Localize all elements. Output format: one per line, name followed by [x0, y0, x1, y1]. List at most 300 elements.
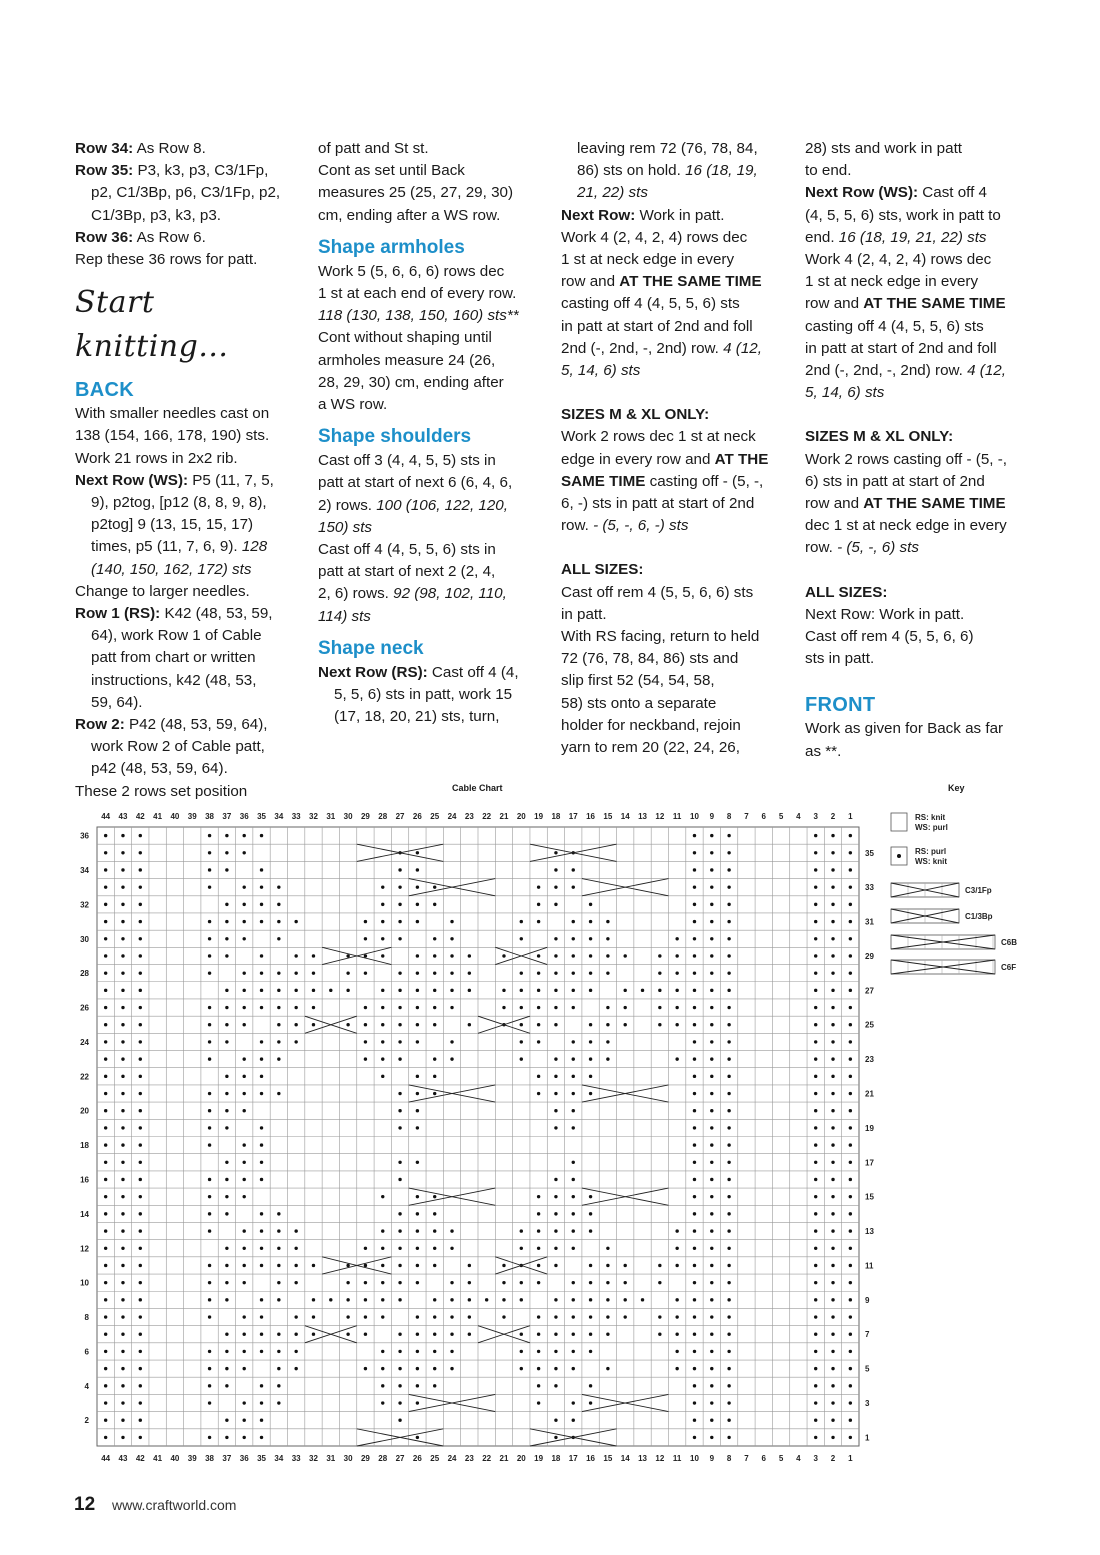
purl-dot	[260, 1040, 263, 1043]
purl-dot	[398, 851, 401, 854]
purl-dot	[849, 868, 852, 871]
text-line: 58) sts onto a separate	[561, 694, 717, 712]
purl-dot	[814, 1229, 817, 1232]
purl-dot	[139, 1247, 142, 1250]
purl-dot	[675, 971, 678, 974]
purl-dot	[139, 1143, 142, 1146]
text-line: Row 34: As Row 8.	[75, 140, 206, 157]
purl-dot	[693, 1126, 696, 1129]
purl-dot	[433, 989, 436, 992]
purl-dot	[849, 937, 852, 940]
purl-dot	[104, 1109, 107, 1112]
purl-dot	[572, 1419, 575, 1422]
cable-cross-line	[530, 844, 617, 861]
text-line: Row 2: P42 (48, 53, 59, 64),	[75, 716, 268, 734]
column-number: 4	[796, 1454, 801, 1463]
column-number: 28	[378, 1454, 388, 1463]
cable-cross-line	[495, 947, 547, 964]
purl-dot	[814, 1212, 817, 1215]
purl-dot	[121, 1057, 124, 1060]
purl-dot	[814, 1075, 817, 1078]
purl-dot	[121, 1040, 124, 1043]
row-number: 15	[865, 1192, 874, 1202]
text-line: edge in every row and AT THE	[561, 450, 769, 468]
purl-dot	[606, 920, 609, 923]
purl-dot	[121, 1247, 124, 1250]
purl-dot	[225, 1006, 228, 1009]
purl-dot	[814, 1023, 817, 1026]
purl-dot	[606, 1281, 609, 1284]
row-number: 7	[865, 1330, 870, 1340]
purl-dot	[225, 834, 228, 837]
purl-dot	[502, 1264, 505, 1267]
purl-dot	[693, 954, 696, 957]
purl-dot	[104, 1195, 107, 1198]
purl-dot	[624, 1006, 627, 1009]
text-line: row and AT THE SAME TIME	[805, 295, 1006, 313]
purl-dot	[831, 1350, 834, 1353]
purl-dot	[727, 834, 730, 837]
text-line: 1 st at each end of every row.	[318, 285, 517, 303]
purl-dot	[814, 1040, 817, 1043]
text-line: Cast off 3 (4, 4, 5, 5) sts in	[318, 452, 496, 470]
purl-dot	[727, 1333, 730, 1336]
purl-dot	[243, 1143, 246, 1146]
row-number: 4	[84, 1381, 89, 1391]
purl-dot	[814, 851, 817, 854]
purl-dot	[450, 954, 453, 957]
purl-dot	[727, 920, 730, 923]
cable-cross-line	[409, 1085, 496, 1102]
purl-dot	[139, 1384, 142, 1387]
text-line: Row 35: P3, k3, p3, C3/1Fp,	[75, 162, 269, 180]
purl-dot	[104, 1384, 107, 1387]
purl-dot	[208, 920, 211, 923]
purl-dot	[433, 1384, 436, 1387]
row-number: 27	[865, 986, 874, 996]
purl-dot	[121, 1333, 124, 1336]
purl-dot	[693, 868, 696, 871]
row-number: 22	[80, 1072, 89, 1082]
purl-dot	[450, 1333, 453, 1336]
cable-cross-line	[582, 879, 669, 896]
purl-dot	[104, 954, 107, 957]
purl-dot	[675, 937, 678, 940]
purl-dot	[693, 1281, 696, 1284]
purl-dot	[831, 971, 834, 974]
purl-dot	[225, 1333, 228, 1336]
purl-dot	[849, 1419, 852, 1422]
text-line: 6, -) sts in patt at start of 2nd	[561, 495, 755, 513]
purl-dot	[294, 1315, 297, 1318]
purl-dot	[502, 1023, 505, 1026]
purl-dot	[416, 868, 419, 871]
purl-dot	[225, 1367, 228, 1370]
purl-dot	[225, 1350, 228, 1353]
purl-dot	[139, 851, 142, 854]
purl-dot	[225, 1298, 228, 1301]
purl-dot	[121, 989, 124, 992]
purl-dot	[243, 1092, 246, 1095]
purl-dot	[104, 1057, 107, 1060]
purl-dot	[727, 1161, 730, 1164]
purl-dot	[225, 1247, 228, 1250]
purl-dot	[139, 1212, 142, 1215]
purl-dot	[225, 1281, 228, 1284]
text-line: p42 (48, 53, 59, 64).	[91, 760, 228, 778]
text-line: Next Row (WS): Cast off 4	[805, 184, 988, 202]
purl-dot	[554, 1419, 557, 1422]
purl-dot	[727, 1401, 730, 1404]
purl-dot	[433, 1333, 436, 1336]
column-number: 3	[813, 812, 818, 821]
purl-dot	[139, 1229, 142, 1232]
purl-dot	[139, 834, 142, 837]
text-line: Work 2 rows casting off - (5, -,	[805, 450, 1007, 468]
purl-dot	[260, 885, 263, 888]
text-line: patt from chart or written	[91, 649, 256, 667]
purl-dot	[312, 1315, 315, 1318]
purl-dot	[277, 1229, 280, 1232]
purl-dot	[398, 1161, 401, 1164]
purl-dot	[606, 1333, 609, 1336]
purl-dot	[520, 1057, 523, 1060]
text-line: Row 1 (RS): K42 (48, 53, 59,	[75, 605, 273, 623]
purl-dot	[208, 868, 211, 871]
purl-dot	[727, 868, 730, 871]
purl-dot	[814, 1178, 817, 1181]
text-column-1	[75, 138, 297, 803]
column-number: 32	[309, 812, 318, 821]
purl-dot	[121, 1109, 124, 1112]
purl-dot	[537, 1350, 540, 1353]
purl-dot	[831, 1212, 834, 1215]
purl-dot	[831, 1264, 834, 1267]
purl-dot	[520, 1040, 523, 1043]
column-number: 5	[778, 1454, 784, 1463]
purl-dot	[727, 1109, 730, 1112]
section-heading-front: FRONT	[805, 694, 876, 717]
cable-cross-line	[495, 1257, 547, 1274]
key-cable-line	[891, 883, 959, 897]
purl-dot	[225, 1419, 228, 1422]
purl-dot	[277, 1040, 280, 1043]
purl-dot	[589, 1401, 592, 1404]
purl-dot	[849, 1006, 852, 1009]
purl-dot	[260, 1298, 263, 1301]
purl-dot	[537, 1023, 540, 1026]
purl-dot	[121, 1419, 124, 1422]
purl-dot	[208, 1315, 211, 1318]
purl-dot	[398, 1298, 401, 1301]
purl-dot	[658, 954, 661, 957]
purl-dot	[243, 937, 246, 940]
purl-dot	[208, 1040, 211, 1043]
purl-dot	[416, 971, 419, 974]
column-number: 19	[534, 1454, 544, 1463]
column-number: 27	[395, 1454, 405, 1463]
column-number: 16	[586, 1454, 596, 1463]
purl-dot	[433, 1367, 436, 1370]
purl-dot	[554, 1212, 557, 1215]
text-line: 150) sts	[318, 518, 373, 536]
purl-dot	[849, 1281, 852, 1284]
purl-dot	[589, 1229, 592, 1232]
purl-dot	[121, 1126, 124, 1129]
purl-dot	[416, 1126, 419, 1129]
purl-dot	[589, 920, 592, 923]
purl-dot	[104, 1126, 107, 1129]
purl-dot	[208, 1401, 211, 1404]
column-number: 19	[534, 812, 544, 821]
purl-dot	[727, 1281, 730, 1284]
purl-dot	[225, 1126, 228, 1129]
purl-dot	[139, 1092, 142, 1095]
purl-dot	[589, 1057, 592, 1060]
purl-dot	[554, 1436, 557, 1439]
purl-dot	[849, 1075, 852, 1078]
purl-dot	[849, 1092, 852, 1095]
purl-dot	[710, 1281, 713, 1284]
column-number: 37	[222, 1454, 232, 1463]
purl-dot	[693, 1419, 696, 1422]
column-number: 24	[447, 812, 457, 821]
purl-dot	[693, 1006, 696, 1009]
purl-dot	[710, 1384, 713, 1387]
purl-dot	[727, 1315, 730, 1318]
purl-dot	[243, 1401, 246, 1404]
purl-dot	[849, 1333, 852, 1336]
purl-dot	[381, 937, 384, 940]
purl-dot	[710, 1315, 713, 1318]
purl-dot	[139, 903, 142, 906]
purl-dot	[260, 1384, 263, 1387]
purl-dot	[554, 1264, 557, 1267]
purl-dot	[849, 1247, 852, 1250]
purl-dot	[294, 971, 297, 974]
purl-dot	[814, 1143, 817, 1146]
purl-dot	[572, 1315, 575, 1318]
text-line: 9), p2tog, [p12 (8, 8, 9, 8),	[91, 494, 267, 512]
text-line: Cast off rem 4 (5, 5, 6, 6) sts	[561, 583, 754, 601]
purl-dot	[312, 1023, 315, 1026]
purl-dot	[260, 1264, 263, 1267]
column-number: 16	[586, 812, 596, 821]
column-number: 18	[551, 812, 561, 821]
purl-dot	[814, 954, 817, 957]
purl-dot	[727, 903, 730, 906]
text-line: 1 st at neck edge in every	[805, 273, 979, 291]
row-number: 30	[80, 934, 89, 944]
text-line: Work 4 (2, 4, 2, 4) rows dec	[561, 228, 748, 246]
text-line: p2tog] 9 (13, 15, 15, 17)	[91, 516, 254, 534]
purl-dot	[208, 1178, 211, 1181]
purl-dot	[831, 1109, 834, 1112]
purl-dot	[312, 1298, 315, 1301]
purl-dot	[675, 989, 678, 992]
purl-dot	[225, 920, 228, 923]
text-line: Cast off 4 (4, 5, 5, 6) sts in	[318, 541, 496, 559]
purl-dot	[294, 1281, 297, 1284]
purl-dot	[381, 989, 384, 992]
purl-dot	[710, 920, 713, 923]
purl-dot	[433, 1212, 436, 1215]
text-line: Work 21 rows in 2x2 rib.	[75, 449, 238, 467]
section-heading-armholes: Shape armholes	[318, 236, 465, 258]
purl-dot	[294, 954, 297, 957]
purl-dot	[572, 1006, 575, 1009]
purl-dot	[537, 1195, 540, 1198]
text-line: C1/3Bp, p3, k3, p3.	[91, 206, 222, 224]
text-line: Work 4 (2, 4, 2, 4) rows dec	[805, 251, 992, 269]
column-number: 30	[343, 812, 353, 821]
purl-dot	[208, 1281, 211, 1284]
purl-dot	[554, 1333, 557, 1336]
cable-cross-line	[357, 1429, 444, 1446]
purl-dot	[104, 1247, 107, 1250]
purl-dot	[675, 1367, 678, 1370]
purl-dot	[433, 1315, 436, 1318]
column-number: 36	[239, 1454, 249, 1463]
purl-dot	[277, 1057, 280, 1060]
purl-dot	[693, 1350, 696, 1353]
purl-dot	[139, 1367, 142, 1370]
purl-dot	[554, 1006, 557, 1009]
purl-dot	[381, 1298, 384, 1301]
text-line: patt at start of next 2 (2, 4,	[318, 563, 496, 581]
purl-dot	[364, 954, 367, 957]
purl-dot	[121, 1161, 124, 1164]
purl-dot	[624, 954, 627, 957]
text-line: 1 st at neck edge in every	[561, 251, 735, 269]
purl-dot	[727, 989, 730, 992]
column-number: 25	[430, 1454, 440, 1463]
text-line: 21, 22) sts	[577, 184, 648, 202]
purl-dot	[814, 1350, 817, 1353]
column-number: 21	[499, 1454, 509, 1463]
column-number: 26	[412, 1454, 422, 1463]
purl-dot	[589, 1281, 592, 1284]
purl-dot	[658, 1315, 661, 1318]
purl-dot	[658, 1006, 661, 1009]
column-number: 2	[830, 812, 836, 821]
purl-dot	[243, 1109, 246, 1112]
purl-dot	[710, 1109, 713, 1112]
purl-dot	[243, 1367, 246, 1370]
footer-url[interactable]: www.craftworld.com	[112, 1497, 237, 1513]
row-number: 16	[80, 1175, 89, 1185]
text-line: 2nd (-, 2nd, -, 2nd) row. 4 (12,	[805, 362, 1006, 380]
purl-dot	[433, 1075, 436, 1078]
purl-dot	[502, 1315, 505, 1318]
purl-dot	[139, 1023, 142, 1026]
cable-cross-line	[409, 879, 496, 896]
purl-dot	[225, 1092, 228, 1095]
purl-dot	[554, 885, 557, 888]
column-number: 26	[412, 812, 422, 821]
column-number: 41	[153, 1454, 163, 1463]
purl-dot	[520, 971, 523, 974]
purl-dot	[208, 1006, 211, 1009]
key-swatch-purl	[891, 847, 907, 865]
text-line: 2, 6) rows. 92 (98, 102, 110,	[318, 585, 507, 603]
purl-dot	[416, 1401, 419, 1404]
purl-dot	[606, 1057, 609, 1060]
text-column-2	[318, 138, 540, 728]
purl-dot	[433, 1350, 436, 1353]
text-line: to end.	[805, 162, 852, 180]
text-line: With smaller needles cast on	[75, 405, 270, 423]
purl-dot	[121, 1350, 124, 1353]
purl-dot	[831, 885, 834, 888]
purl-dot	[554, 1126, 557, 1129]
purl-dot	[364, 1247, 367, 1250]
purl-dot	[831, 1057, 834, 1060]
purl-dot	[277, 1281, 280, 1284]
cable-cross-line	[305, 1016, 357, 1033]
row-number: 33	[865, 883, 874, 893]
purl-dot	[520, 1350, 523, 1353]
purl-dot	[554, 971, 557, 974]
purl-dot	[554, 1229, 557, 1232]
row-number: 13	[865, 1227, 874, 1237]
column-number: 36	[239, 812, 249, 821]
text-line: (140, 150, 162, 172) sts	[91, 560, 252, 578]
purl-dot	[433, 1092, 436, 1095]
cable-cross-line	[530, 1429, 617, 1446]
purl-dot	[831, 1367, 834, 1370]
purl-dot	[260, 1401, 263, 1404]
purl-dot	[243, 989, 246, 992]
purl-dot	[398, 1333, 401, 1336]
purl-dot	[277, 903, 280, 906]
purl-dot	[139, 1315, 142, 1318]
purl-dot	[243, 920, 246, 923]
purl-dot	[225, 989, 228, 992]
purl-dot	[225, 1384, 228, 1387]
cable-cross-line	[582, 1085, 669, 1102]
purl-dot	[572, 1092, 575, 1095]
purl-dot	[381, 903, 384, 906]
key-label: C1/3Bp	[965, 912, 993, 921]
purl-dot	[693, 1161, 696, 1164]
purl-dot	[468, 1333, 471, 1336]
purl-dot	[710, 1333, 713, 1336]
purl-dot	[693, 1229, 696, 1232]
purl-dot	[849, 1023, 852, 1026]
purl-dot	[104, 1075, 107, 1078]
cable-cross-line	[357, 1429, 444, 1446]
purl-dot	[572, 1401, 575, 1404]
purl-dot	[831, 903, 834, 906]
purl-dot	[727, 1092, 730, 1095]
row-number: 17	[865, 1158, 874, 1168]
purl-dot	[104, 1006, 107, 1009]
text-line: Work as given for Back as far	[805, 720, 1004, 738]
purl-dot	[260, 1350, 263, 1353]
section-heading-shoulders: Shape shoulders	[318, 426, 472, 448]
purl-dot	[572, 1075, 575, 1078]
text-line: of patt and St st.	[318, 140, 429, 157]
purl-dot	[572, 989, 575, 992]
purl-dot	[710, 1264, 713, 1267]
purl-dot	[243, 851, 246, 854]
purl-dot	[225, 1195, 228, 1198]
column-number: 18	[551, 1454, 561, 1463]
purl-dot	[294, 1264, 297, 1267]
purl-dot	[104, 903, 107, 906]
purl-dot	[277, 1092, 280, 1095]
